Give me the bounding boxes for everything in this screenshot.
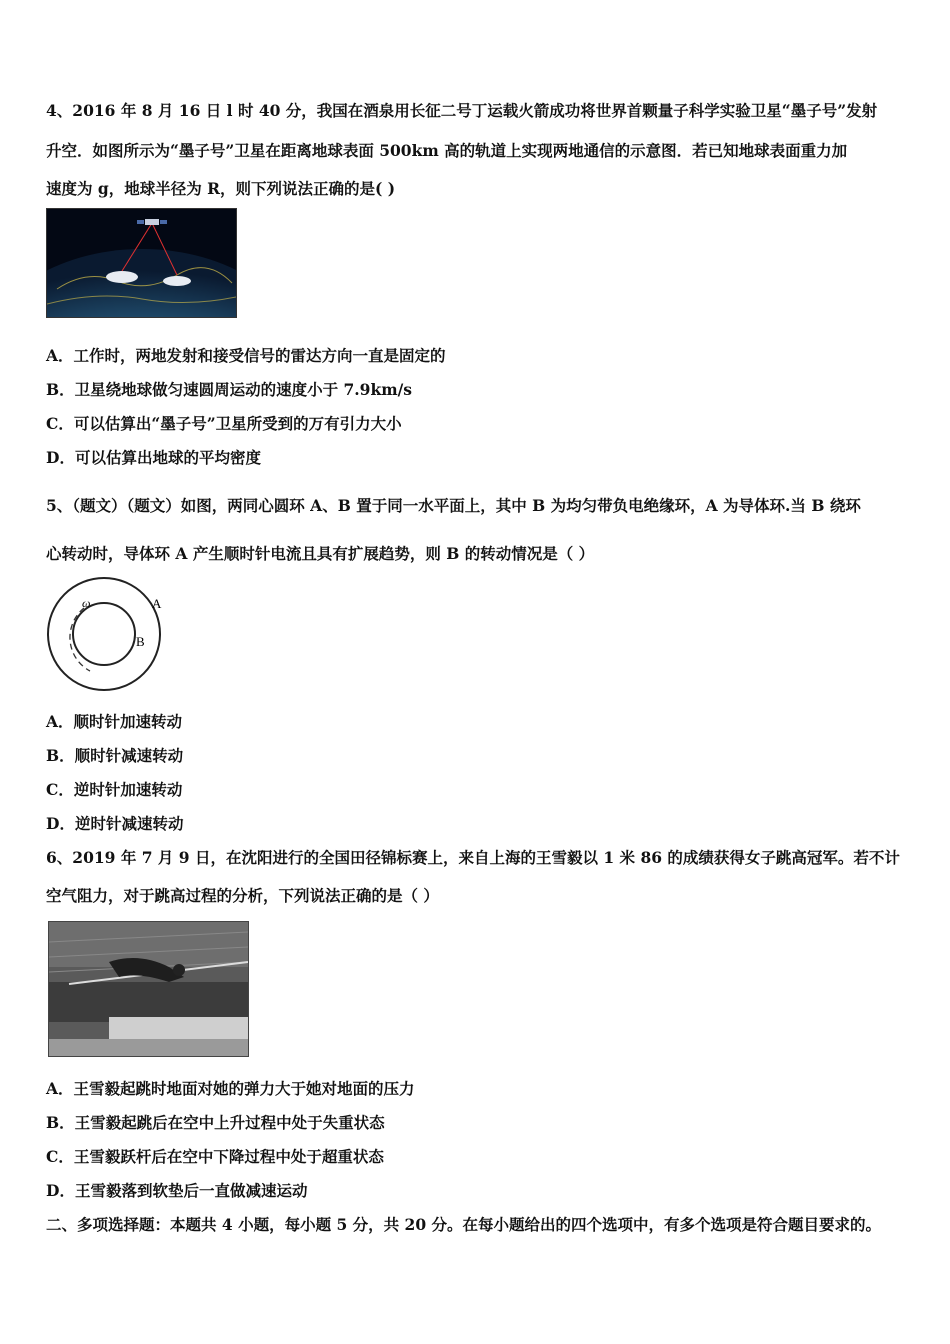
rings-diagram: [44, 576, 174, 696]
q5-stem-line2: 心转动时，导体环 A 产生顺时针电流且具有扩展趋势，则 B 的转动情况是（ ）: [46, 544, 595, 563]
q5-option-b[interactable]: B．顺时针减速转动: [46, 746, 184, 765]
concentric-rings-figure: [44, 576, 174, 696]
high-jump-photo: [48, 921, 249, 1057]
q5-stem-line1: 5、（题文）（题文）如图，两同心圆环 A、B 置于同一水平面上，其中 B 为均匀带负电绝缘环，A 为导体环.当 B 绕环: [46, 496, 861, 515]
high-jump-illustration: [49, 922, 248, 1056]
q4-option-d[interactable]: D．可以估算出地球的平均密度: [46, 448, 261, 467]
q5-option-a[interactable]: A．顺时针加速转动: [46, 712, 183, 731]
q4-stem-line3: 速度为 g，地球半径为 R，则下列说法正确的是( ): [46, 179, 396, 198]
inner-ring-b: [73, 603, 135, 665]
satellite-illustration: [47, 209, 236, 317]
q4-stem-line2: 升空．如图所示为“墨子号”卫星在距离地球表面 500km 高的轨道上实现两地通信的示意图．若已知地球表面重力加: [46, 141, 848, 160]
satellite-earth-figure: [46, 208, 237, 318]
q4-option-a[interactable]: A．工作时，两地发射和接受信号的雷达方向一直是固定的: [46, 346, 446, 365]
label-a: A: [152, 596, 162, 611]
q6-option-c[interactable]: C．王雪毅跃杆后在空中下降过程中处于超重状态: [46, 1147, 384, 1166]
q4-stem-line1: 4、2016 年 8 月 16 日 l 时 40 分，我国在酒泉用长征二号丁运载火箭成功将世界首颗量子科学实验卫星“墨子号”发射: [46, 101, 878, 120]
q6-stem-line2: 空气阻力，对于跳高过程的分析，下列说法正确的是（ ）: [46, 886, 439, 905]
section2-heading: 二、多项选择题：本题共 4 小题，每小题 5 分，共 20 分。在每小题给出的四个选项中，有多个选项是符合题目要求的。: [46, 1215, 882, 1234]
label-b: B: [136, 634, 145, 649]
q6-option-b[interactable]: B．王雪毅起跳后在空中上升过程中处于失重状态: [46, 1113, 385, 1132]
q4-option-c[interactable]: C．可以估算出“墨子号”卫星所受到的万有引力大小: [46, 414, 402, 433]
q4-option-b[interactable]: B．卫星绕地球做匀速圆周运动的速度小于 7.9km/s: [46, 380, 412, 399]
q6-option-d[interactable]: D．王雪毅落到软垫后一直做减速运动: [46, 1181, 308, 1200]
label-omega: ω: [82, 596, 91, 610]
q6-stem-line1: 6、2019 年 7 月 9 日，在沈阳进行的全国田径锦标赛上，来自上海的王雪毅以 1 米 86 的成绩获得女子跳高冠军。若不计: [46, 848, 900, 867]
q5-option-c[interactable]: C．逆时针加速转动: [46, 780, 183, 799]
q6-option-a[interactable]: A．王雪毅起跳时地面对她的弹力大于她对地面的压力: [46, 1079, 415, 1098]
q5-option-d[interactable]: D．逆时针减速转动: [46, 814, 184, 833]
